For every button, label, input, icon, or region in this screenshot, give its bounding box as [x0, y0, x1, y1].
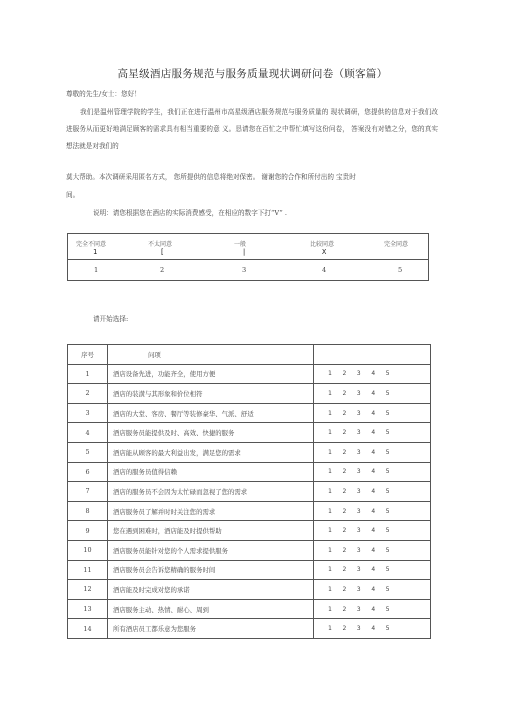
scale-number-4: 4: [322, 266, 327, 274]
document-title: 高星级酒店服务规范与服务质量现状调研问卷（顾客篇）: [117, 68, 388, 80]
table-row: [68, 540, 431, 560]
scale-mark-3: |: [242, 248, 247, 256]
row-number: 2: [68, 384, 108, 404]
header-item: 问项: [108, 345, 314, 365]
table-row: [68, 364, 431, 384]
table-row: [68, 442, 431, 462]
row-number: 10: [68, 540, 108, 560]
scale-mark-4: X: [322, 248, 327, 256]
row-number: 9: [68, 521, 108, 541]
table-row: [68, 599, 431, 619]
table-row: [68, 580, 431, 600]
row-rating-scale[interactable]: 1 2 3 4 5: [314, 364, 431, 384]
scale-number-1: 1: [94, 266, 99, 274]
start-prompt: 请开始选择:: [93, 315, 129, 323]
row-number: 3: [68, 403, 108, 423]
row-rating-scale[interactable]: 1 2 3 4 5: [314, 423, 431, 443]
row-item-text: 酒店的服务员值得信赖: [108, 462, 314, 482]
table-row: [68, 521, 431, 541]
table-row: [68, 619, 431, 639]
table-row: [68, 403, 431, 423]
table-row: [68, 384, 431, 404]
row-rating-scale[interactable]: 1 2 3 4 5: [314, 521, 431, 541]
table-row: [68, 462, 431, 482]
row-item-text: 酒店设备先进，功能齐全，使用方便: [108, 364, 314, 384]
row-item-text: 酒店服务主动、热情、耐心、周到: [108, 599, 314, 619]
row-item-text: 所有酒店员工都乐意为您服务: [108, 619, 314, 639]
scale-label-1: 完全不同意: [76, 241, 107, 248]
row-item-text: 酒店服务员能针对您的个人需求提供服务: [108, 540, 314, 560]
row-number: 14: [68, 619, 108, 639]
table-row: [68, 482, 431, 502]
row-number: 12: [68, 580, 108, 600]
row-item-text: 酒店服务员能提供及时、高效、快捷的服务: [108, 423, 314, 443]
row-item-text: 酒店服务员了解并时时关注您的需求: [108, 501, 314, 521]
row-rating-scale[interactable]: 1 2 3 4 5: [314, 580, 431, 600]
row-number: 7: [68, 482, 108, 502]
greeting: 尊敬的先生/女士：您好！: [66, 90, 141, 98]
row-rating-scale[interactable]: 1 2 3 4 5: [314, 540, 431, 560]
row-item-text: 酒店的装潢与其形象和价位相符: [108, 384, 314, 404]
row-rating-scale[interactable]: 1 2 3 4 5: [314, 462, 431, 482]
row-item-text: 酒店的服务员不会因为太忙碌而忽视了您的需求: [108, 482, 314, 502]
row-number: 13: [68, 599, 108, 619]
header-scale: [314, 345, 431, 365]
row-rating-scale[interactable]: 1 2 3 4 5: [314, 619, 431, 639]
intro-text: 我们是温州管理学院的学生，我们正在进行温州市高星级酒店服务规范与服务质量的 现状调研，您提供的信息对于我们改进服务从而更好地满足顾客的需求具有相当重要的意 义。恳请您在百忙之中帮忙填写这份问卷， 答案没有对错之分，您的真实想法就是对我们的: [66, 108, 438, 150]
header-no: 序号: [68, 345, 108, 365]
questionnaire-table: [67, 344, 431, 639]
row-item-text: 酒店能从顾客的最大利益出发，满足您的需求: [108, 442, 314, 462]
scale-label-3: 一般: [234, 241, 247, 248]
row-item-text: 您在遇到困难时，酒店能及时提供帮助: [108, 521, 314, 541]
table-header-row: [68, 345, 431, 365]
row-number: 6: [68, 462, 108, 482]
scale-divider: [68, 259, 428, 260]
row-number: 1: [68, 364, 108, 384]
row-rating-scale[interactable]: 1 2 3 4 5: [314, 599, 431, 619]
row-number: 4: [68, 423, 108, 443]
row-number: 8: [68, 501, 108, 521]
intro-tail-line-2: 间。: [66, 191, 80, 199]
row-number: 5: [68, 442, 108, 462]
row-item-text: 酒店的大堂、客房、餐厅等装修豪华、气派、舒适: [108, 403, 314, 423]
table-row: [68, 423, 431, 443]
row-rating-scale[interactable]: 1 2 3 4 5: [314, 560, 431, 580]
scale-number-5: 5: [398, 266, 403, 274]
table-row: [68, 560, 431, 580]
instruction-text: 说明：请您根据您在酒店的实际消费感受，在相应的数字下打“V” .: [93, 209, 287, 217]
scale-mark-2: [: [160, 248, 165, 256]
row-rating-scale[interactable]: 1 2 3 4 5: [314, 482, 431, 502]
row-item-text: 酒店服务员会告诉您精确的服务时间: [108, 560, 314, 580]
scale-label-4: 比较同意: [310, 241, 335, 248]
row-rating-scale[interactable]: 1 2 3 4 5: [314, 403, 431, 423]
row-number: 11: [68, 560, 108, 580]
scale-number-2: 2: [160, 266, 165, 274]
intro-tail: [66, 171, 356, 199]
row-rating-scale[interactable]: 1 2 3 4 5: [314, 501, 431, 521]
intro-paragraph: [66, 104, 438, 155]
intro-tail-line-1: 莫大帮助。本次调研采用匿名方式， 您所提供的信息将绝对保密。 谢谢您的合作和所付出的 宝贵时: [66, 173, 356, 181]
row-rating-scale[interactable]: 1 2 3 4 5: [314, 442, 431, 462]
scale-label-2: 不太同意: [148, 241, 173, 248]
row-rating-scale[interactable]: 1 2 3 4 5: [314, 384, 431, 404]
row-item-text: 酒店能及时完成对您的承诺: [108, 580, 314, 600]
scale-mark-1: 1: [93, 248, 98, 256]
scale-label-5: 完全同意: [384, 241, 409, 248]
table-row: [68, 501, 431, 521]
scale-number-3: 3: [242, 266, 247, 274]
rating-scale-box: [67, 233, 429, 281]
